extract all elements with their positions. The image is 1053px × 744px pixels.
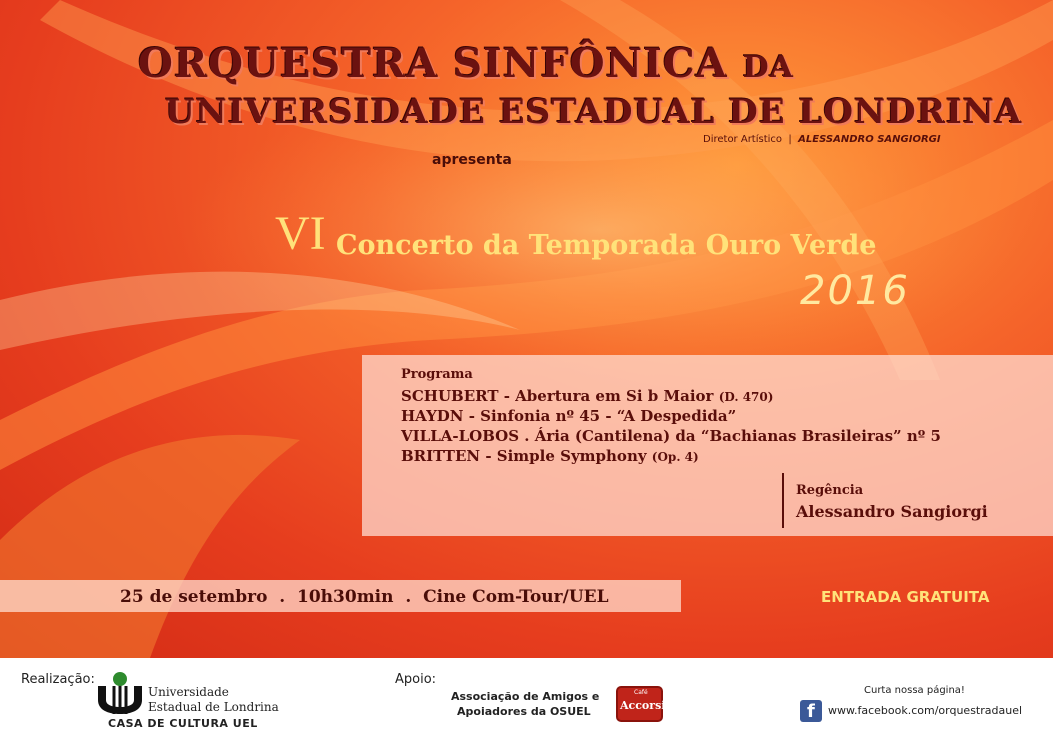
orchestra-title-line2: UNIVERSIDADE ESTADUAL DE LONDRINA bbox=[165, 92, 1023, 132]
casa-cultura-label: CASA DE CULTURA UEL bbox=[108, 717, 258, 730]
conductor-divider bbox=[782, 473, 784, 528]
concert-title: Concerto da Temporada Ouro Verde bbox=[336, 230, 877, 261]
presents-text: apresenta bbox=[432, 152, 512, 168]
event-details: 25 de setembro . 10h30min . Cine Com-Tour/UEL bbox=[120, 587, 609, 607]
footer bbox=[0, 658, 1053, 744]
program-item: VILLA-LOBOS . Ária (Cantilena) da “Bachianas Brasileiras” nº 5 bbox=[401, 427, 941, 445]
uel-logo-icon bbox=[96, 670, 144, 716]
program-panel bbox=[362, 355, 1053, 536]
program-item: BRITTEN - Simple Symphony (Op. 4) bbox=[401, 447, 699, 465]
program-item: SCHUBERT - Abertura em Si b Maior (D. 470) bbox=[401, 387, 774, 405]
conductor-name: Alessandro Sangiorgi bbox=[796, 502, 988, 521]
title-connector: DA bbox=[742, 50, 794, 85]
orchestra-title-line1: ORQUESTRA SINFÔNICA DA bbox=[138, 40, 794, 87]
association-line2: Apoiadores da OSUEL bbox=[457, 705, 591, 718]
director-credit: Diretor Artístico | ALESSANDRO SANGIORGI bbox=[703, 134, 941, 145]
concert-year: 2016 bbox=[800, 268, 910, 314]
facebook-icon[interactable]: f bbox=[800, 700, 822, 722]
program-title: Programa bbox=[401, 367, 473, 382]
association-line1: Associação de Amigos e bbox=[451, 690, 600, 703]
event-details-bar bbox=[0, 580, 681, 612]
free-admission: ENTRADA GRATUITA bbox=[821, 588, 990, 606]
concert-number: VI bbox=[275, 207, 326, 260]
uel-name-line2: Estadual de Londrina bbox=[148, 700, 279, 714]
facebook-link[interactable]: www.facebook.com/orquestradauel bbox=[828, 704, 1023, 717]
realizacao-label: Realização: bbox=[21, 672, 95, 687]
facebook-prompt: Curta nossa página! bbox=[864, 685, 965, 696]
program-item: HAYDN - Sinfonia nº 45 - “A Despedida” bbox=[401, 407, 737, 425]
uel-name-line1: Universidade bbox=[148, 685, 229, 699]
conductor-label: Regência bbox=[796, 483, 864, 498]
cafe-accorsi-logo: Café Accorsi bbox=[616, 686, 663, 722]
apoio-label: Apoio: bbox=[395, 672, 437, 687]
